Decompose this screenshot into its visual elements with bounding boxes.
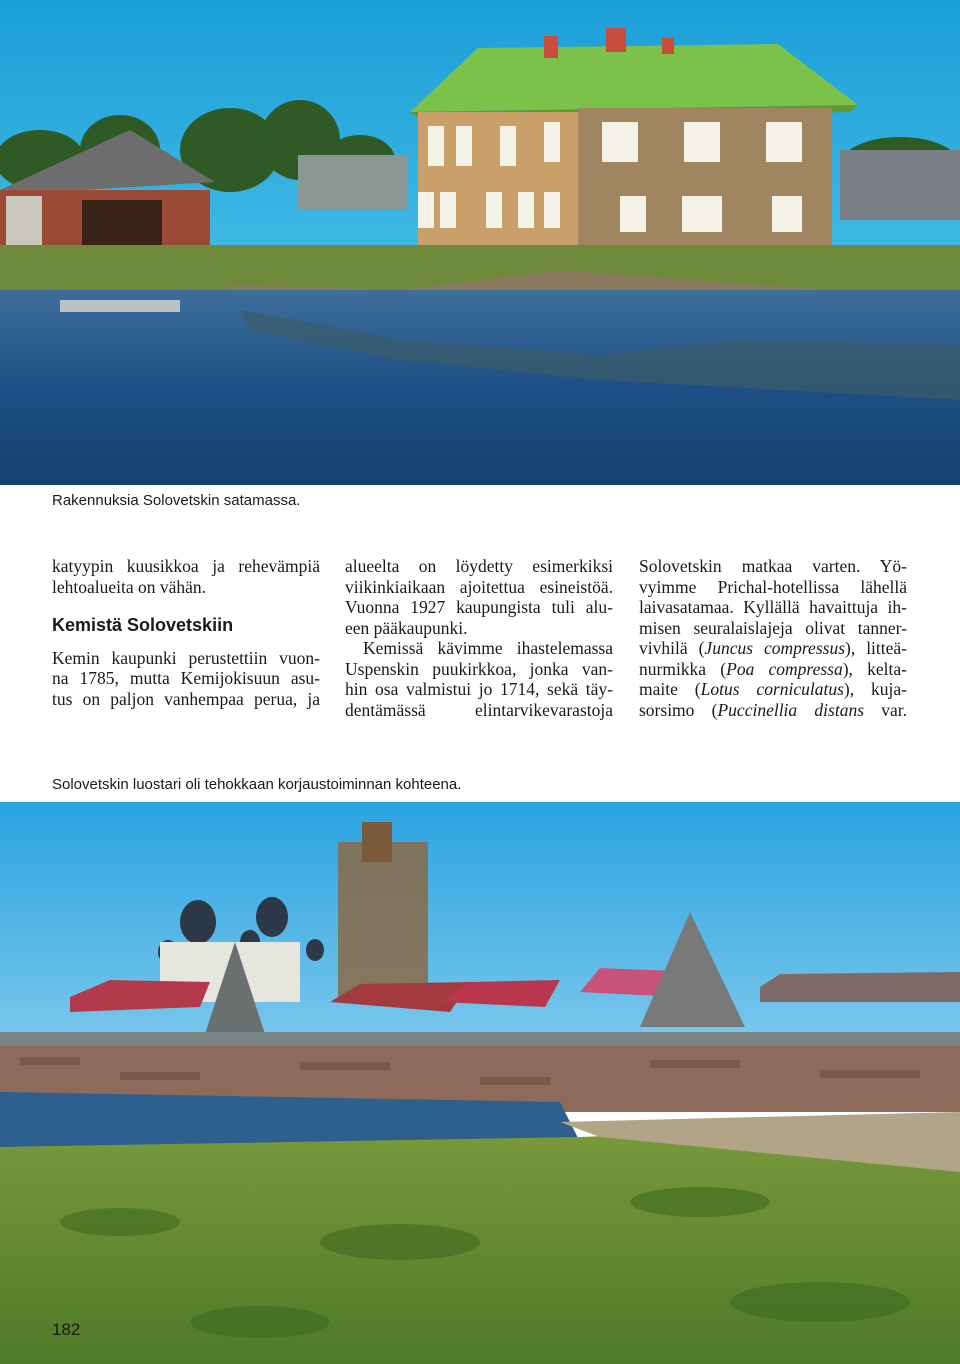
text-line: Vuonna 1927 kaupungista tuli alu-: [345, 597, 613, 617]
species-name: Lotus corniculatus: [700, 679, 844, 699]
text-span: vivhilä (: [639, 638, 705, 658]
text-line: Uspenskin puukirkkoa, jonka van-: [345, 658, 613, 679]
paragraph: [345, 556, 613, 638]
harbour-buildings-photo: [0, 0, 960, 485]
text-line: [639, 679, 907, 700]
text-line: Kemissä kävimme ihastelemassa: [363, 638, 613, 658]
text-span: ), litteä-: [845, 638, 908, 658]
page-number: 182: [52, 1320, 81, 1339]
text-line: na 1785, mutta Kemijokisuun asu-: [52, 668, 320, 688]
text-line: [639, 700, 907, 721]
text-line: alueelta on löydetty esimerkiksi: [345, 556, 613, 576]
text-line: katyypin kuusikkoa ja rehevämpiä: [52, 556, 320, 576]
bottom-photo-caption: Solovetskin luostari oli tehokkaan korjaustoiminnan kohteena.: [52, 776, 462, 793]
species-name: Poa compressa: [726, 658, 843, 679]
text-column-3: [639, 556, 907, 720]
species-name: Juncus compressus: [704, 638, 846, 658]
text-line: viikinkiaikaan ajoitettua esineistöä.: [345, 576, 613, 597]
text-column-1: [52, 556, 320, 709]
text-line: lehtoalueita on vähän.: [52, 576, 207, 597]
text-span: ), kelta-: [842, 658, 907, 679]
text-line: [639, 638, 907, 659]
text-column-2: [345, 556, 613, 720]
monastery-photo: [0, 802, 960, 1364]
text-span: sorsimo (: [639, 699, 718, 720]
text-line: [639, 659, 907, 680]
text-span: maite (: [639, 679, 701, 699]
section-heading: Kemistä Solovetskiin: [52, 615, 234, 635]
text-line: Kemin kaupunki perustettiin vuon-: [52, 647, 320, 668]
text-span: ), kuja-: [843, 679, 907, 699]
paragraph: [345, 638, 613, 720]
text-line: dentämässä elintarvikevarastoja: [345, 699, 613, 720]
text-line: laivasatamaa. Kyllällä havaittuja ih-: [639, 597, 907, 617]
text-line: vyimme Prichal-hotellissa lähellä: [639, 576, 907, 597]
text-line: tus on paljon vanhempaa perua, ja: [52, 688, 320, 709]
text-line: hin osa valmistui jo 1714, sekä täy-: [345, 679, 613, 699]
text-line: misen seuralaislajeja olivat tanner-: [639, 617, 907, 638]
text-line: Solovetskin matkaa varten. Yö-: [639, 556, 907, 576]
text-span: nurmikka (: [639, 658, 727, 679]
text-span: var.: [864, 699, 907, 720]
paragraph: [52, 556, 320, 597]
paragraph: [52, 648, 320, 710]
top-photo-caption: Rakennuksia Solovetskin satamassa.: [52, 492, 301, 509]
text-line: een pääkaupunki.: [345, 617, 468, 638]
species-name: Puccinellia distans: [717, 699, 864, 720]
